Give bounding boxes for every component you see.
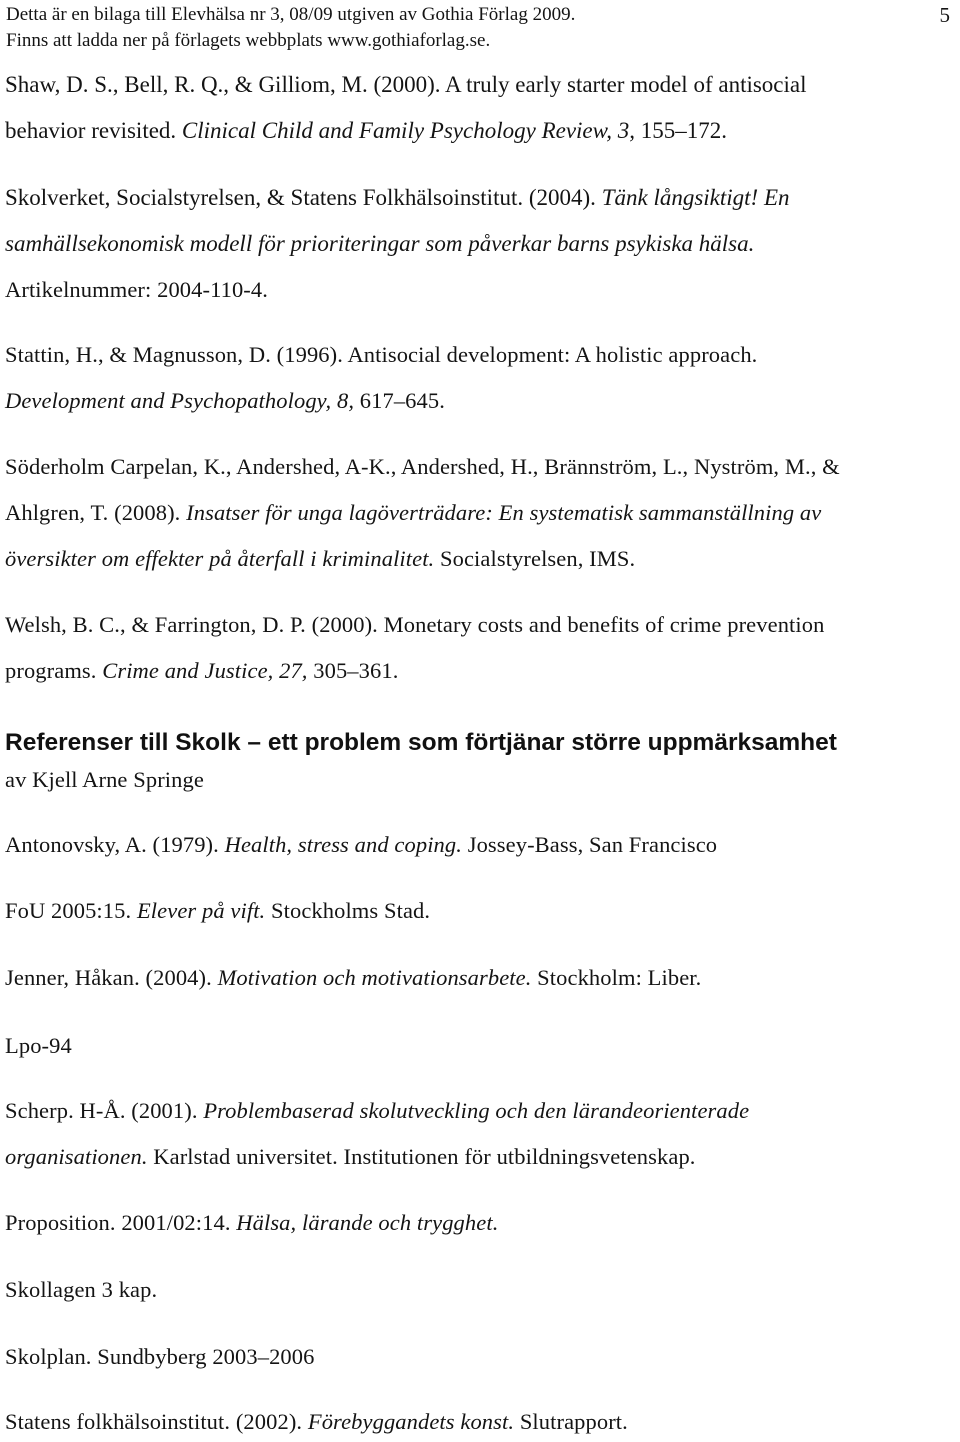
ref-skolverket-line-2: samhällsekonomisk modell för prioriteringar som påverkar barns psykiska hälsa. — [5, 231, 755, 256]
ref-skolplan: Skolplan. Sundbyberg 2003–2006 — [5, 1344, 315, 1369]
ref-stattin-line-2: Development and Psychopathology, 8, 617–645. — [5, 388, 445, 413]
ref-antonovsky: Antonovsky, A. (1979). Health, stress and coping. Jossey-Bass, San Francisco — [5, 832, 718, 857]
ref-jenner: Jenner, Håkan. (2004). Motivation och motivationsarbete. Stockholm: Liber. — [5, 965, 702, 990]
ref-skolverket-line-1: Skolverket, Socialstyrelsen, & Statens Folkhälsoinstitut. (2004). Tänk långsiktigt! En — [5, 185, 790, 210]
header-line-1: Detta är en bilaga till Elevhälsa nr 3, 08/09 utgiven av Gothia Förlag 2009. — [6, 4, 576, 25]
ref-welsh-line-2: programs. Crime and Justice, 27, 305–361. — [5, 658, 399, 683]
ref-skollagen: Skollagen 3 kap. — [5, 1277, 158, 1302]
ref-soderholm-line-3: översikter om effekter på återfall i kriminalitet. Socialstyrelsen, IMS. — [5, 546, 636, 571]
ref-proposition: Proposition. 2001/02:14. Hälsa, lärande och trygghet. — [5, 1210, 499, 1235]
page-number: 5 — [939, 3, 950, 27]
ref-fou: FoU 2005:15. Elever på vift. Stockholms Stad. — [5, 898, 431, 923]
ref-welsh-line-1: Welsh, B. C., & Farrington, D. P. (2000). Monetary costs and benefits of crime prevention — [5, 612, 825, 637]
ref-soderholm-line-2: Ahlgren, T. (2008). Insatser för unga lagöverträdare: En systematisk sammanställning av — [5, 500, 822, 525]
ref-lpo: Lpo-94 — [5, 1033, 72, 1058]
ref-skolverket-line-3: Artikelnummer: 2004-110-4. — [5, 277, 268, 302]
ref-shaw-line-2: behavior revisited. Clinical Child and Family Psychology Review, 3, 155–172. — [5, 118, 728, 143]
ref-scherp-line-1: Scherp. H-Å. (2001). Problembaserad skolutveckling och den lärandeorienterade — [5, 1098, 750, 1123]
ref-stattin-line-1: Stattin, H., & Magnusson, D. (1996). Antisocial development: A holistic approach. — [5, 342, 758, 367]
section-heading: Referenser till Skolk – ett problem som förtjänar större uppmärksamhet — [5, 729, 837, 756]
ref-scherp-line-2: organisationen. Karlstad universitet. Institutionen för utbildningsvetenskap. — [5, 1144, 696, 1169]
ref-soderholm-line-1: Söderholm Carpelan, K., Andershed, A-K., Andershed, H., Brännström, L., Nyström, M., & — [5, 454, 840, 479]
page-header — [6, 2, 575, 54]
ref-shaw-line-1: Shaw, D. S., Bell, R. Q., & Gilliom, M. (2000). A truly early starter model of antisocial — [5, 72, 807, 97]
ref-statens: Statens folkhälsoinstitut. (2002). Förebyggandets konst. Slutrapport. — [5, 1409, 628, 1434]
section-byline: av Kjell Arne Springe — [5, 767, 204, 792]
header-line-2: Finns att ladda ner på förlagets webbplats www.gothiaforlag.se. — [6, 30, 491, 51]
